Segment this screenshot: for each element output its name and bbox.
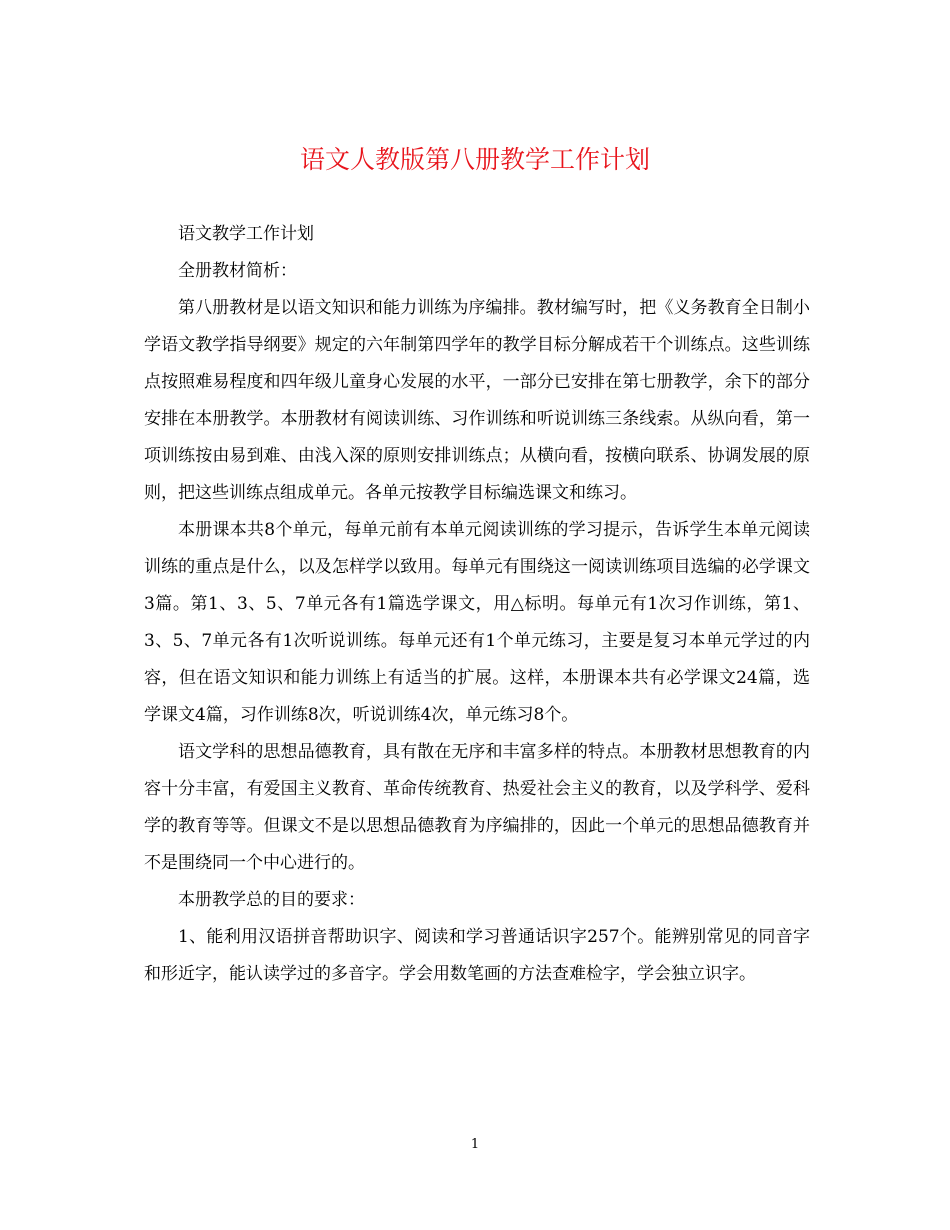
page-number: 1 xyxy=(470,1137,480,1152)
paragraph-heading-goals: 本册教学总的目的要求： xyxy=(178,890,365,910)
paragraph-unit-structure: 本册课本共8个单元，每单元前有本单元阅读训练的学习提示，告诉学生本单元阅读训练的重点是什么，以及怎样学以致用。每单元有围绕这一阅读训练项目选编的必学课文3篇。第1、3、5、7单元各有1篇选学课文，用△标明。每单元有1次习作训练，第1、3、5、7单元各有1次听说训练。每单元还有1个单元练习，主要是复习本单元学过的内容，但在语文知识和能力训练上有适当的扩展。这样，本册课本共有必学课文24篇，选学课文4篇，习作训练8次，听说训练4次，单元练习8个。 xyxy=(144,520,810,725)
paragraph-goal-1: 1、能利用汉语拼音帮助识字、阅读和学习普通话识字257个。能辨别常见的同音字和形近字，能认读学过的多音字。学会用数笔画的方法查难检字，学会独立识字。 xyxy=(144,927,810,984)
paragraph-heading-analysis: 全册教材简析： xyxy=(178,261,297,281)
paragraph-textbook-overview: 第八册教材是以语文知识和能力训练为序编排。教材编写时，把《义务教育全日制小学语文教学指导纲要》规定的六年制第四学年的教学目标分解成若干个训练点。这些训练点按照难易程度和四年级儿童身心发展的水平，一部分已安排在第七册教学，余下的部分安排在本册教学。本册教材有阅读训练、习作训练和听说训练三条线索。从纵向看，第一项训练按由易到难、由浅入深的原则安排训练点；从横向看，按横向联系、协调发展的原则，把这些训练点组成单元。各单元按教学目标编选课文和练习。 xyxy=(144,298,810,503)
paragraph-moral-education: 语文学科的思想品德教育，具有散在无序和丰富多样的特点。本册教材思想教育的内容十分丰富，有爱国主义教育、革命传统教育、热爱社会主义的教育，以及学科学、爱科学的教育等等。但课文不是以思想品德教育为序编排的，因此一个单元的思想品德教育并不是围绕同一个中心进行的。 xyxy=(144,742,810,873)
document-title: 语文人教版第八册教学工作计划 xyxy=(299,145,650,174)
document-body xyxy=(144,216,810,993)
paragraph-heading-plan: 语文教学工作计划 xyxy=(178,224,314,244)
